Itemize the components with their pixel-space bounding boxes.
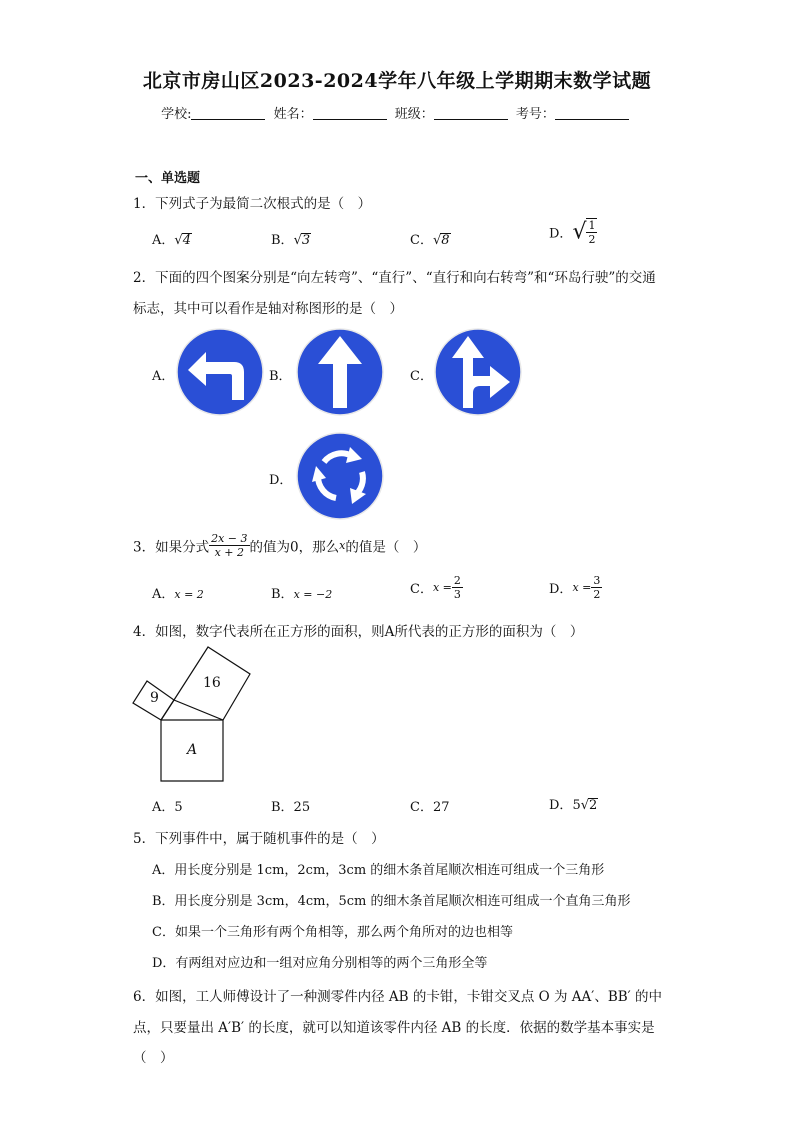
roundabout-sign-icon xyxy=(296,432,384,520)
q6-stem-line2: 点，只要量出 A′B′ 的长度，就可以知道该零件内径 AB 的长度．依据的数学基本事实是 xyxy=(133,1020,655,1036)
class-label: 班级： xyxy=(394,107,434,122)
q4-option-d: D．5√2 xyxy=(549,798,598,813)
name-label: 姓名： xyxy=(273,107,313,122)
q3-option-a: A．x = 2 xyxy=(152,587,204,602)
q5-option-a: A．用长度分别是 1cm，2cm，3cm 的细木条首尾顺次相连可组成一个三角形 xyxy=(152,863,605,878)
q1-stem: 1．下列式子为最简二次根式的是（ ） xyxy=(133,196,372,212)
square-16-label: 16 xyxy=(203,675,221,691)
student-info-line xyxy=(0,103,794,122)
q3-stem: 3．如果分式 $\frac{2x - 3}{x + 2}$ 的值为0，那么x的值是（ ） xyxy=(133,532,427,559)
q4-stem: 4．如图，数字代表所在正方形的面积，则A所代表的正方形的面积为（ ） xyxy=(133,624,584,640)
q2-stem-line2: 标志，其中可以看作是轴对称图形的是（ ） xyxy=(133,301,403,317)
section-heading: 一、单选题 xyxy=(135,171,201,186)
q2-label-c: C． xyxy=(410,369,433,384)
q2-label-b: B． xyxy=(269,369,292,384)
class-blank[interactable] xyxy=(434,107,508,120)
pythagorean-squares-figure xyxy=(130,644,255,786)
q1-option-b: B．√3 xyxy=(271,233,311,248)
square-a-label: A xyxy=(187,742,198,758)
q1-option-c: C．√8 xyxy=(410,233,450,248)
exam-no-blank[interactable] xyxy=(555,107,629,120)
q2-stem-line1: 2．下面的四个图案分别是“向左转弯”、“直行”、“直行和向右转弯”和“环岛行驶”的交通 xyxy=(133,270,656,286)
q6-stem-line1: 6．如图，工人师傅设计了一种测零件内径 AB 的卡钳，卡钳交叉点 O 为 AA′、BB′ 的中 xyxy=(133,989,663,1005)
page-title: 北京市房山区2023-2024学年八年级上学期期末数学试题 xyxy=(142,70,652,92)
q6-stem-line3: （ ） xyxy=(133,1050,174,1066)
q3-option-b: B．x = −2 xyxy=(271,587,333,602)
exam-no-label: 考号： xyxy=(515,107,555,122)
go-straight-sign-icon xyxy=(296,328,384,416)
turn-left-sign-icon xyxy=(176,328,264,416)
school-label: 学校: xyxy=(161,107,192,122)
q4-option-c: C．27 xyxy=(410,800,450,815)
q3-option-d: D．x = $\frac{3}{2}$ xyxy=(549,574,601,601)
q4-option-b: B．25 xyxy=(271,800,311,815)
q5-option-b: B．用长度分别是 3cm，4cm，5cm 的细木条首尾顺次相连可组成一个直角三角形 xyxy=(152,894,631,909)
name-blank[interactable] xyxy=(313,107,387,120)
q5-option-c: C．如果一个三角形有两个角相等，那么两个角所对的边也相等 xyxy=(152,925,513,940)
q1-option-d: D．√ $\frac{1}{2}$ xyxy=(549,219,596,246)
square-9-label: 9 xyxy=(150,690,159,706)
q2-label-d: D． xyxy=(269,473,293,488)
q5-option-d: D．有两组对应边和一组对应角分别相等的两个三角形全等 xyxy=(152,956,488,971)
q1-option-a: A．√4 xyxy=(152,233,191,248)
q3-option-c: C．x = $\frac{2}{3}$ xyxy=(410,574,461,601)
q4-option-a: A．5 xyxy=(152,800,183,815)
school-blank[interactable] xyxy=(191,107,265,120)
q2-label-a: A． xyxy=(152,369,175,384)
q5-stem: 5．下列事件中，属于随机事件的是（ ） xyxy=(133,831,385,847)
straight-and-right-sign-icon xyxy=(434,328,522,416)
